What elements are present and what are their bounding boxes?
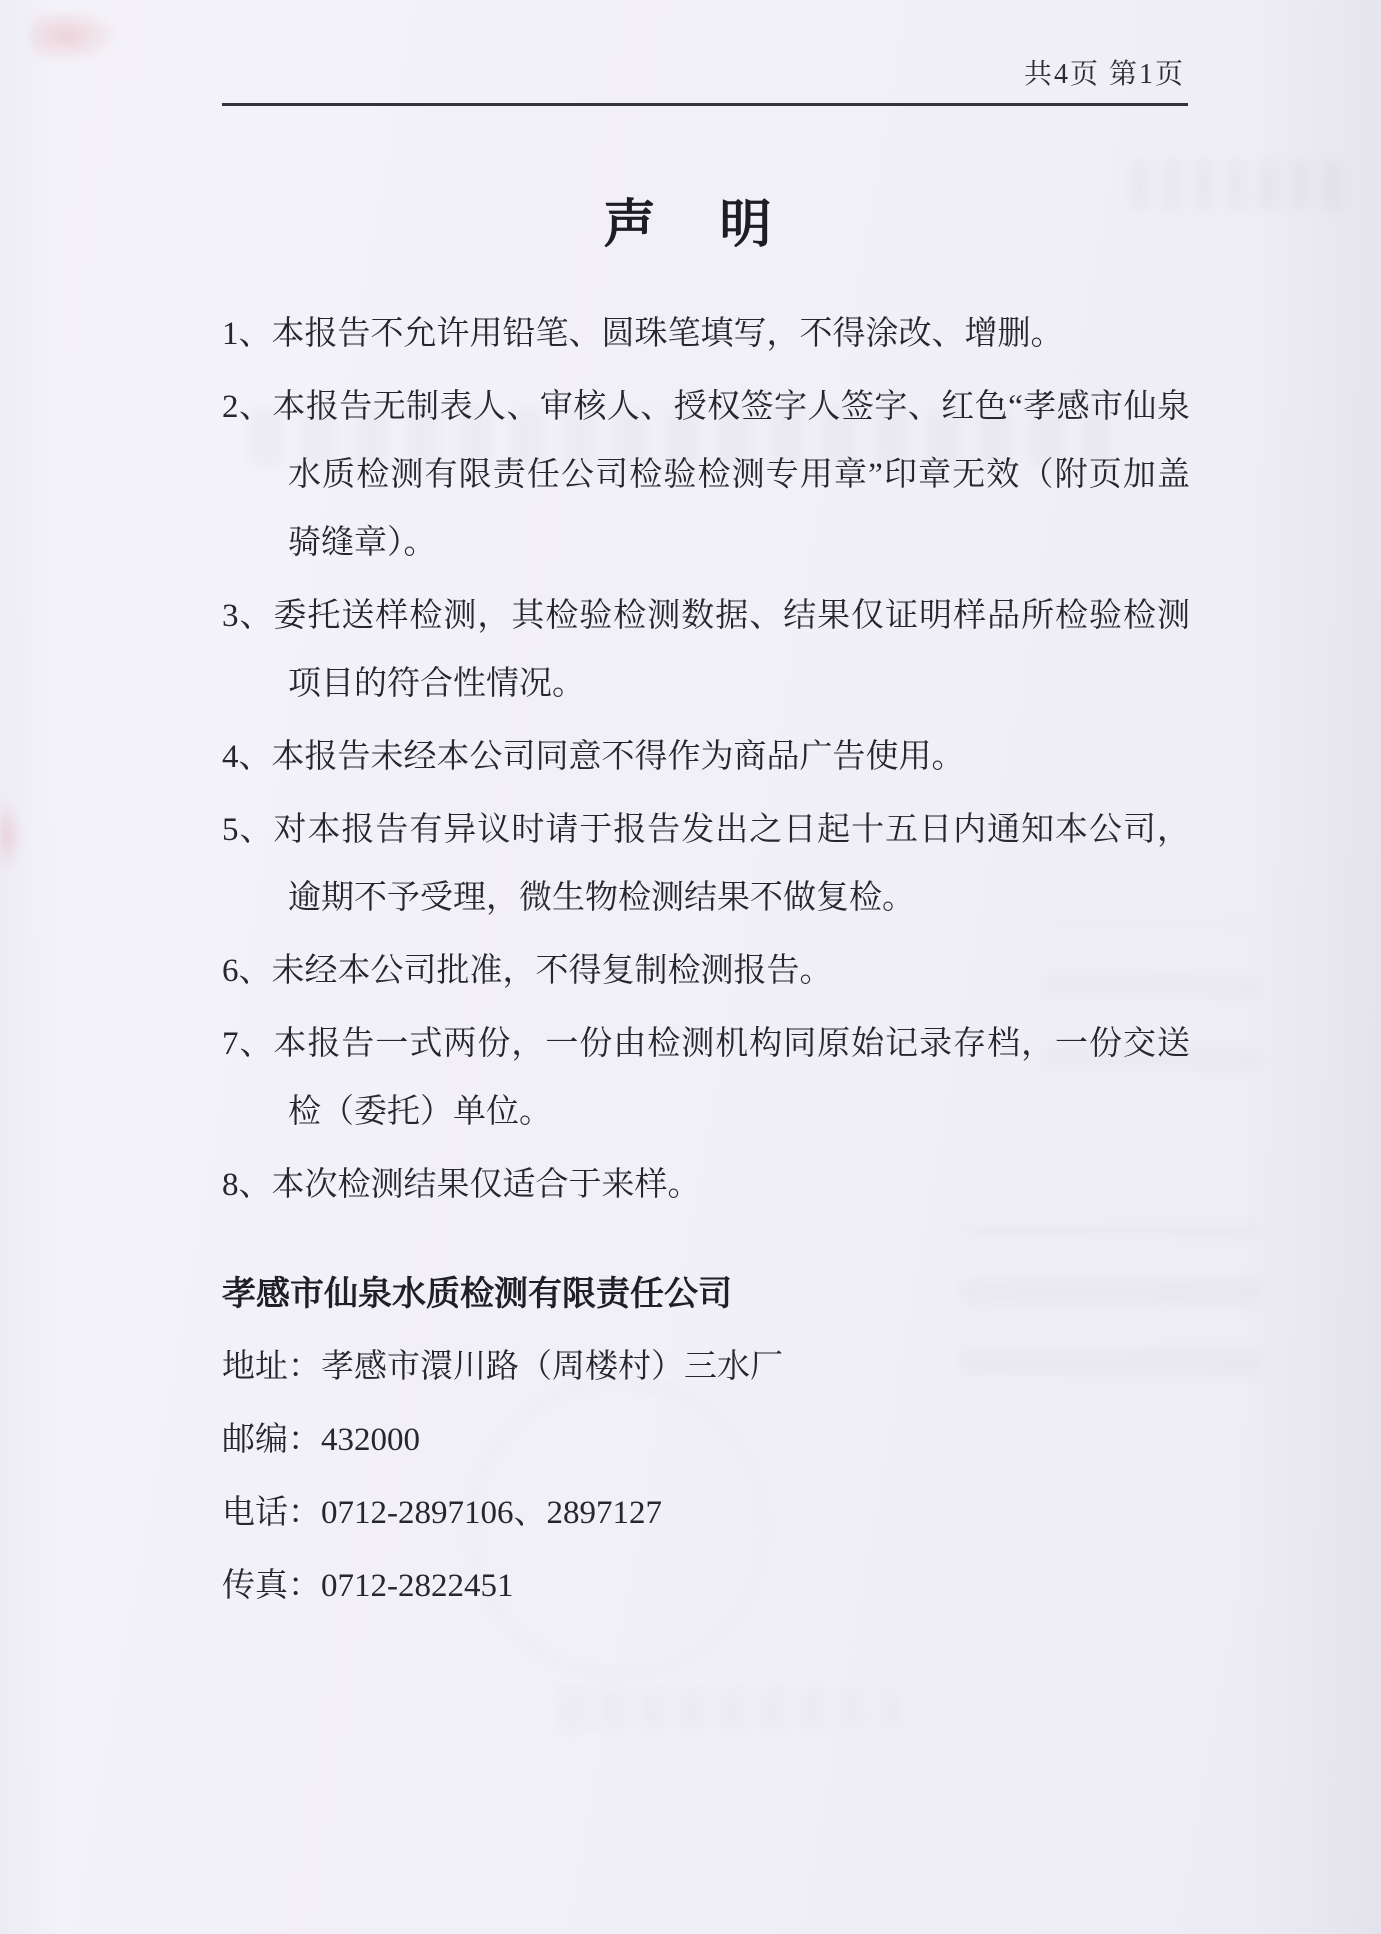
item-text: 本报告未经本公司同意不得作为商品广告使用。 xyxy=(271,739,965,775)
statement-item-5 xyxy=(222,796,1190,932)
company-phone: 电话：0712-2897106、2897127 xyxy=(222,1495,662,1531)
bleed-through-artifact xyxy=(560,1690,900,1730)
item-text: 本报告不允许用铅笔、圆珠笔填写，不得涂改、增删。 xyxy=(271,316,1064,352)
item-text: 本次检测结果仅适合于来样。 xyxy=(271,1167,701,1203)
item-number: 3、 xyxy=(222,598,274,634)
scan-edge-shadow-left xyxy=(0,0,60,1934)
document-title: 声 明 xyxy=(603,197,778,254)
item-number: 4、 xyxy=(222,739,272,775)
company-info xyxy=(222,1258,1222,1623)
company-name: 孝感市仙泉水质检测有限责任公司 xyxy=(222,1275,732,1313)
item-number: 1、 xyxy=(222,316,272,352)
page-header xyxy=(1024,52,1185,92)
item-text: 未经本公司批准，不得复制检测报告。 xyxy=(271,953,833,989)
scan-edge-shadow-right xyxy=(1241,0,1381,1934)
statement-item-7 xyxy=(222,1010,1190,1146)
item-number: 6、 xyxy=(222,953,272,989)
company-address: 地址：孝感市澴川路（周楼村）三水厂 xyxy=(222,1349,783,1385)
company-fax: 传真：0712-2822451 xyxy=(222,1568,514,1604)
statement-item-4 xyxy=(222,723,1190,791)
statement-item-1 xyxy=(222,300,1190,368)
statement-item-2 xyxy=(222,373,1190,577)
item-number: 7、 xyxy=(222,1026,274,1062)
item-text: 本报告无制表人、审核人、授权签字人签字、红色“孝感市仙泉水质检测有限责任公司检验检测专用章”印章无效（附页加盖骑缝章）。 xyxy=(272,389,1190,561)
company-postcode: 邮编：432000 xyxy=(222,1422,420,1458)
statement-list xyxy=(222,300,1190,1224)
statement-item-6 xyxy=(222,937,1190,1005)
item-number: 2、 xyxy=(222,389,273,425)
statement-item-3 xyxy=(222,582,1190,718)
header-divider xyxy=(222,103,1188,106)
page-number: 共4页 第1页 xyxy=(1023,59,1185,90)
item-text: 委托送样检测，其检验检测数据、结果仅证明样品所检验检测项目的符合性情况。 xyxy=(273,598,1191,702)
item-text: 对本报告有异议时请于报告发出之日起十五日内通知本公司，逾期不予受理，微生物检测结果不做复检。 xyxy=(273,812,1191,916)
item-number: 8、 xyxy=(222,1167,272,1203)
item-text: 本报告一式两份，一份由检测机构同原始记录存档，一份交送检（委托）单位。 xyxy=(273,1026,1191,1130)
item-number: 5、 xyxy=(222,812,274,848)
statement-item-8 xyxy=(222,1151,1190,1219)
